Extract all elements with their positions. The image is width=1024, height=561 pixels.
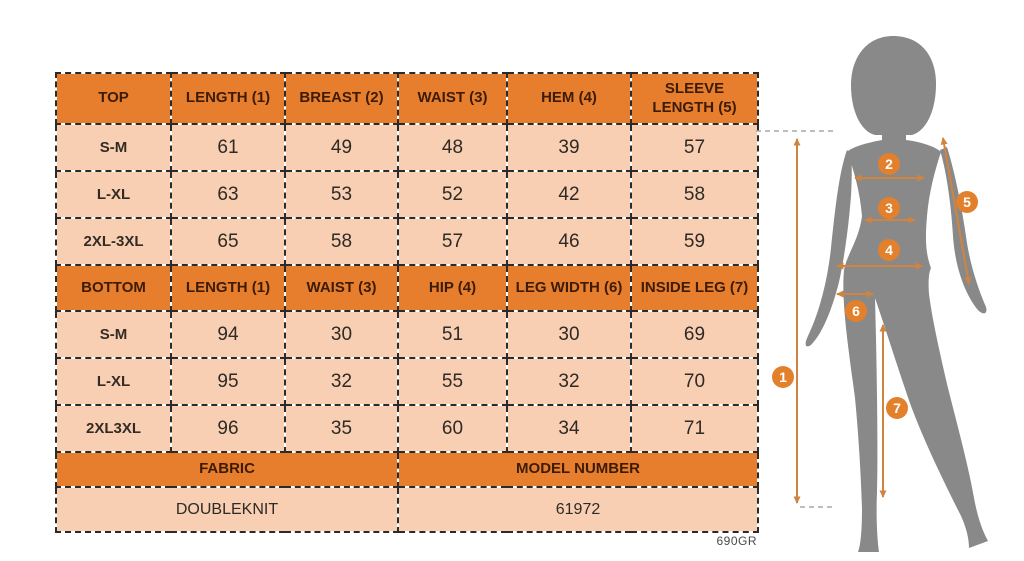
table-cell: 59	[631, 218, 758, 265]
measure-badge-7: 7	[886, 397, 908, 419]
table-cell: 34	[507, 405, 631, 452]
table-cell: 42	[507, 171, 631, 218]
measure-badge-2: 2	[878, 153, 900, 175]
fabric-header: FABRIC	[56, 452, 398, 487]
col-header-breast: BREAST (2)	[285, 73, 398, 124]
model-number-value: 61972	[398, 487, 758, 532]
footer-value-row	[56, 487, 758, 532]
measure-badge-6: 6	[845, 300, 867, 322]
table-cell: 57	[631, 124, 758, 171]
measure-badge-4: 4	[878, 239, 900, 261]
col-header-top: TOP	[56, 73, 171, 124]
col-header-bottom: BOTTOM	[56, 265, 171, 311]
table-cell: 57	[398, 218, 507, 265]
table-cell: 69	[631, 311, 758, 358]
table-cell: 39	[507, 124, 631, 171]
table-cell: 71	[631, 405, 758, 452]
table-cell: 46	[507, 218, 631, 265]
size-label: L-XL	[56, 171, 171, 218]
measure-badge-3: 3	[878, 197, 900, 219]
size-chart-table	[55, 72, 759, 533]
female-silhouette	[806, 36, 988, 552]
table-cell: 48	[398, 124, 507, 171]
footer-header-row	[56, 452, 758, 487]
table-row	[56, 124, 758, 171]
table-cell: 96	[171, 405, 285, 452]
col-header-leg-width: LEG WIDTH (6)	[507, 265, 631, 311]
table-cell: 53	[285, 171, 398, 218]
table-cell: 49	[285, 124, 398, 171]
size-label: S-M	[56, 311, 171, 358]
weight-note: 690GR	[716, 534, 757, 548]
bottom-header-row	[56, 265, 758, 311]
table-cell: 63	[171, 171, 285, 218]
size-label: 2XL3XL	[56, 405, 171, 452]
table-cell: 30	[507, 311, 631, 358]
table-cell: 52	[398, 171, 507, 218]
table-cell: 95	[171, 358, 285, 405]
table-cell: 35	[285, 405, 398, 452]
table-cell: 60	[398, 405, 507, 452]
table-row	[56, 218, 758, 265]
top-header-row	[56, 73, 758, 124]
model-number-header: MODEL NUMBER	[398, 452, 758, 487]
table-row	[56, 311, 758, 358]
table-cell: 58	[285, 218, 398, 265]
measure-badge-5: 5	[956, 191, 978, 213]
size-label: 2XL-3XL	[56, 218, 171, 265]
silhouette-body	[843, 118, 988, 552]
col-header-sleeve-length: SLEEVE LENGTH (5)	[631, 73, 758, 124]
measure-badge-1: 1	[772, 366, 794, 388]
col-header-length: LENGTH (1)	[171, 73, 285, 124]
col-header-length: LENGTH (1)	[171, 265, 285, 311]
table-cell: 94	[171, 311, 285, 358]
col-header-waist: WAIST (3)	[398, 73, 507, 124]
table-cell: 65	[171, 218, 285, 265]
table-cell: 30	[285, 311, 398, 358]
fabric-value: DOUBLEKNIT	[56, 487, 398, 532]
size-label: L-XL	[56, 358, 171, 405]
table-cell: 58	[631, 171, 758, 218]
table-cell: 32	[285, 358, 398, 405]
size-label: S-M	[56, 124, 171, 171]
table-cell: 51	[398, 311, 507, 358]
table-row	[56, 171, 758, 218]
table-row	[56, 358, 758, 405]
col-header-hip: HIP (4)	[398, 265, 507, 311]
body-silhouette-diagram	[750, 0, 1024, 561]
measurement-figure	[750, 0, 1024, 561]
silhouette-left-arm	[806, 150, 852, 346]
table-cell: 55	[398, 358, 507, 405]
table-cell: 61	[171, 124, 285, 171]
col-header-hem: HEM (4)	[507, 73, 631, 124]
table-cell: 70	[631, 358, 758, 405]
silhouette-right-arm	[940, 147, 986, 313]
col-header-waist: WAIST (3)	[285, 265, 398, 311]
table-row	[56, 405, 758, 452]
col-header-inside-leg: INSIDE LEG (7)	[631, 265, 758, 311]
table-cell: 32	[507, 358, 631, 405]
